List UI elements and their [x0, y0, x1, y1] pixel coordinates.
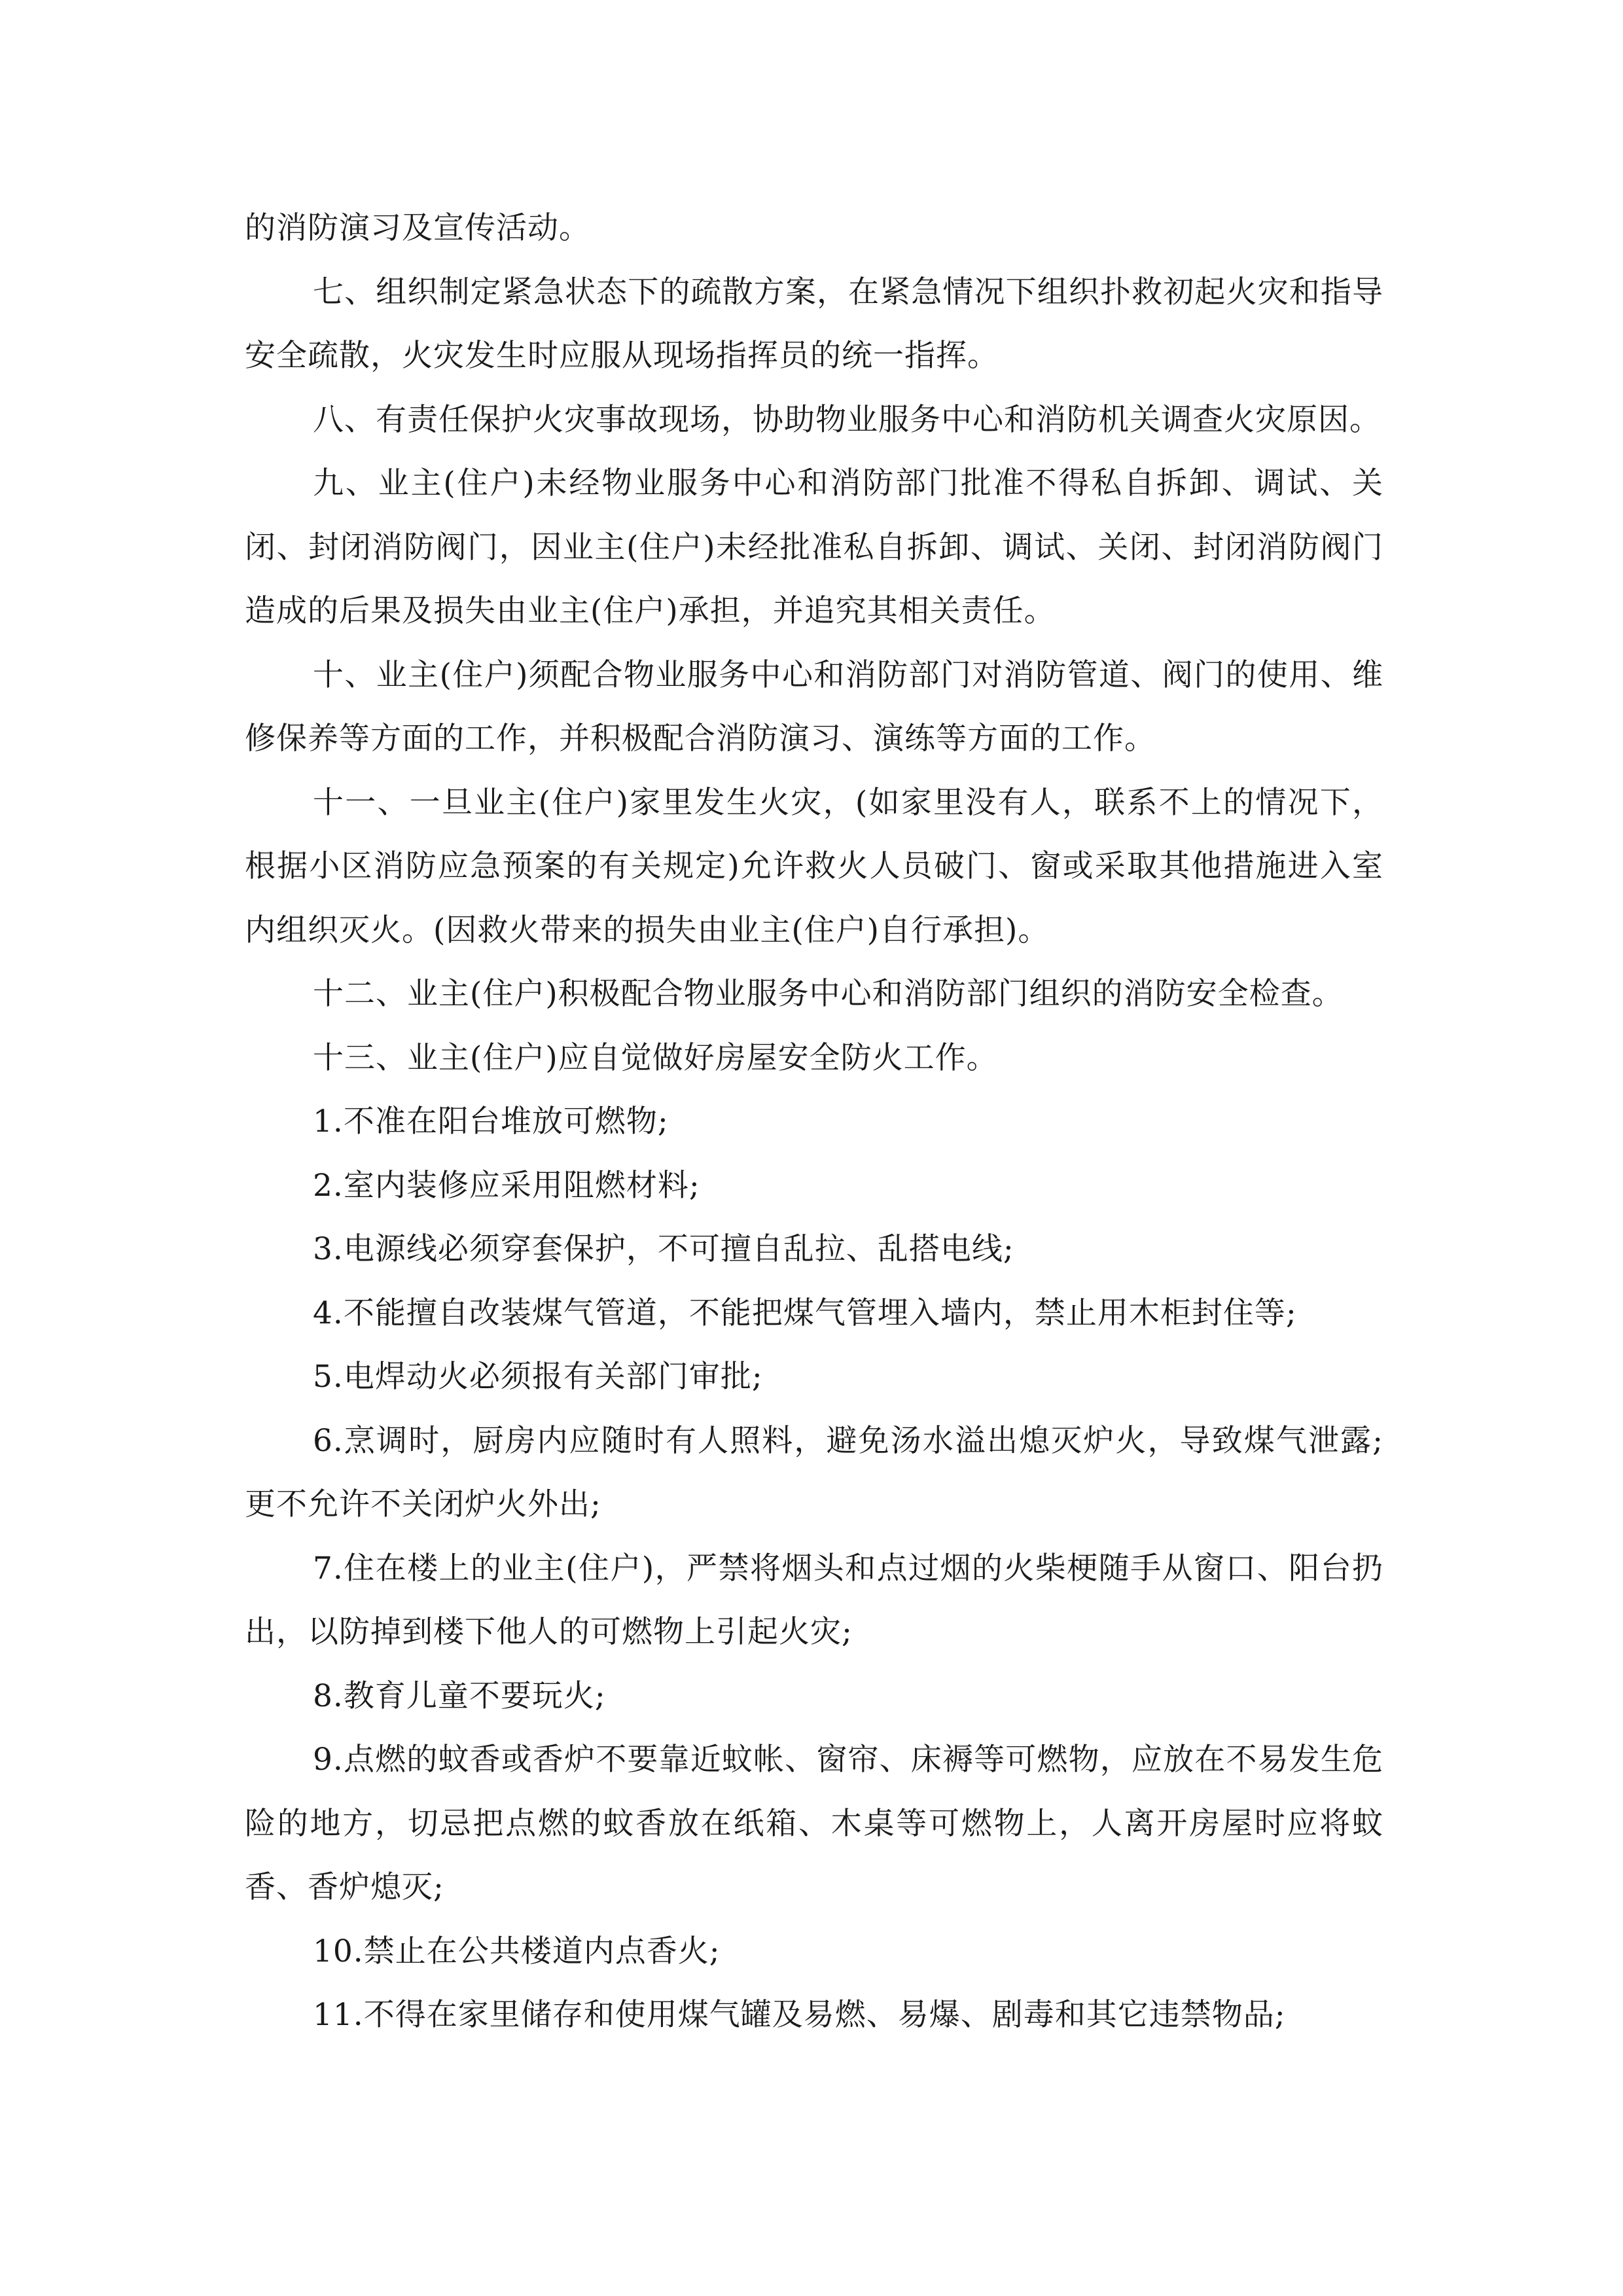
list-item: 7.住在楼上的业主(住户)，严禁将烟头和点过烟的火柴梗随手从窗口、阳台扔出，以防掉到楼下他人的可燃物上引起火灾; [245, 1550, 1383, 1650]
paragraph: 十二、业主(住户)积极配合物业服务中心和消防部门组织的消防安全检查。 [313, 976, 1344, 1012]
list-item: 3.电源线必须穿套保护，不可擅自乱拉、乱搭电线; [313, 1231, 1014, 1267]
paragraph: 十一、一旦业主(住户)家里发生火灾，(如家里没有人，联系不上的情况下，根据小区消防应急预案的有关规定)允许救火人员破门、窗或采取其他措施进入室内组织灭火。(因救火带来的损失由业主(住户)自行承担)。 [245, 784, 1383, 948]
list-item: 6.烹调时，厨房内应随时有人照料，避免汤水溢出熄灭炉火，导致煤气泄露;更不允许不关闭炉火外出; [245, 1422, 1383, 1522]
list-item: 9.点燃的蚊香或香炉不要靠近蚊帐、窗帘、床褥等可燃物，应放在不易发生危险的地方，切忌把点燃的蚊香放在纸箱、木桌等可燃物上，人离开房屋时应将蚊香、香炉熄灭; [245, 1742, 1383, 1905]
list-item: 2.室内装修应采用阻燃材料; [313, 1167, 700, 1204]
paragraph: 十、业主(住户)须配合物业服务中心和消防部门对消防管道、阀门的使用、维修保养等方面的工作，并积极配合消防演习、演练等方面的工作。 [245, 656, 1383, 757]
list-item: 4.不能擅自改装煤气管道，不能把煤气管埋入墙内，禁止用木柜封住等; [313, 1295, 1297, 1331]
paragraph: 九、业主(住户)未经物业服务中心和消防部门批准不得私自拆卸、调试、关闭、封闭消防阀门，因业主(住户)未经批准私自拆卸、调试、关闭、封闭消防阀门造成的后果及损失由业主(住户)承担，并追究其相关责任。 [245, 465, 1383, 629]
list-item: 5.电焊动火必须报有关部门审批; [313, 1359, 763, 1395]
list-item: 8.教育儿童不要玩火; [313, 1677, 606, 1714]
paragraph: 七、组织制定紧急状态下的疏散方案，在紧急情况下组织扑救初起火灾和指导安全疏散，火灾发生时应服从现场指挥员的统一指挥。 [245, 274, 1383, 374]
paragraph: 的消防演习及宣传活动。 [245, 210, 590, 246]
document-body [245, 196, 1383, 2047]
list-item: 1.不准在阳台堆放可燃物; [313, 1103, 669, 1139]
paragraph: 八、有责任保护火灾事故现场，协助物业服务中心和消防机关调查火灾原因。 [313, 401, 1381, 438]
list-item: 10.禁止在公共楼道内点香火; [313, 1933, 721, 1969]
paragraph: 十三、业主(住户)应自觉做好房屋安全防火工作。 [313, 1039, 998, 1076]
list-item: 11.不得在家里储存和使用煤气罐及易燃、易爆、剧毒和其它违禁物品; [313, 1997, 1286, 2033]
